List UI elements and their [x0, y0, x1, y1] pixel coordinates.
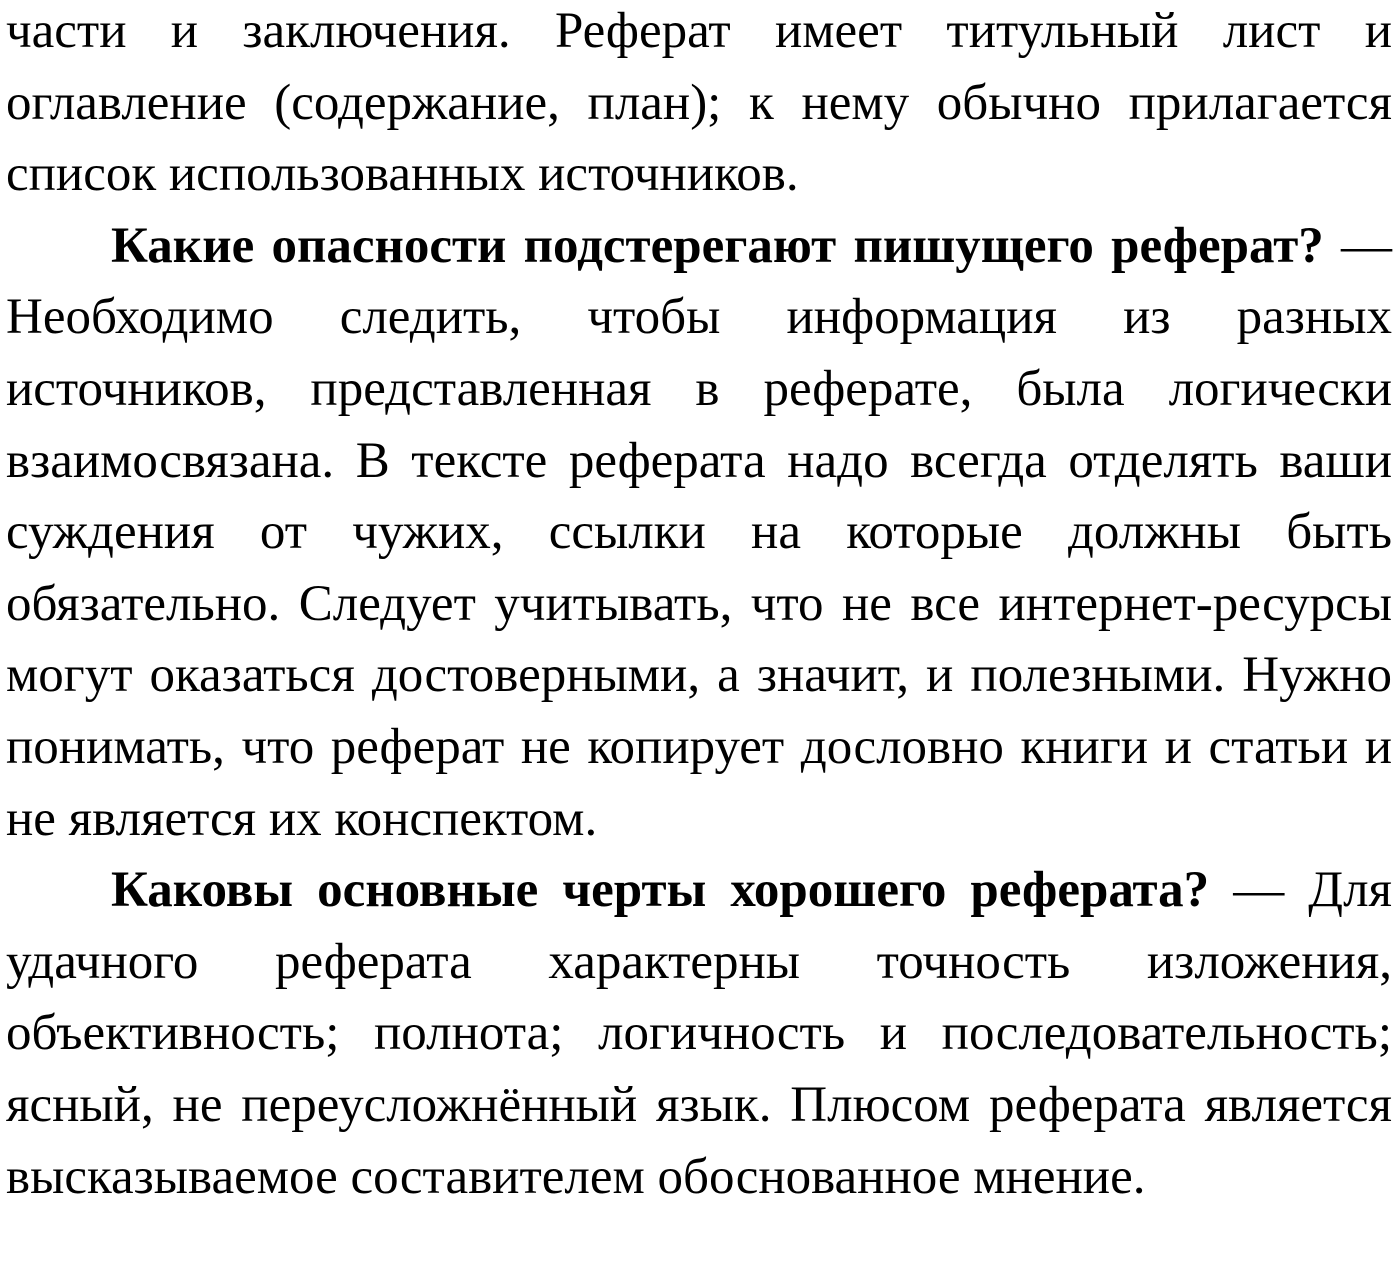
question-heading: Какие опасности подстерегают пишущего реферат? — [111, 217, 1324, 274]
answer-text: — Для удачного реферата характерны точность изложения, объективность; полнота; логичность и последовательность; ясный, не переусложнённый язык. Плюсом реферата является высказываемое составителем обоснованное мнение. — [6, 862, 1392, 1205]
paragraph-good-features — [6, 855, 1392, 1213]
answer-text: — Необходимо следить, чтобы информация из разных источников, представленная в реферате, была логически взаимосвязана. В тексте реферата надо всегда отделять ваши суждения от чужих, ссылки на которые должны быть обязательно. Следует учитывать, что не все интернет-ресурсы могут оказаться достоверными, а значит, и полезными. Нужно понимать, что реферат не копирует дословно книги и статьи и не является их конспектом. — [6, 217, 1393, 847]
paragraph-dangers — [6, 211, 1392, 855]
paragraph-intro-continuation — [6, 0, 1392, 211]
question-heading: Каковы основные черты хорошего реферата? — [111, 862, 1210, 919]
paragraph-text: части и заключения. Реферат имеет титульный лист и оглавление (содержание, план); к нему обычно прилагается список использованных источников. — [6, 3, 1392, 203]
